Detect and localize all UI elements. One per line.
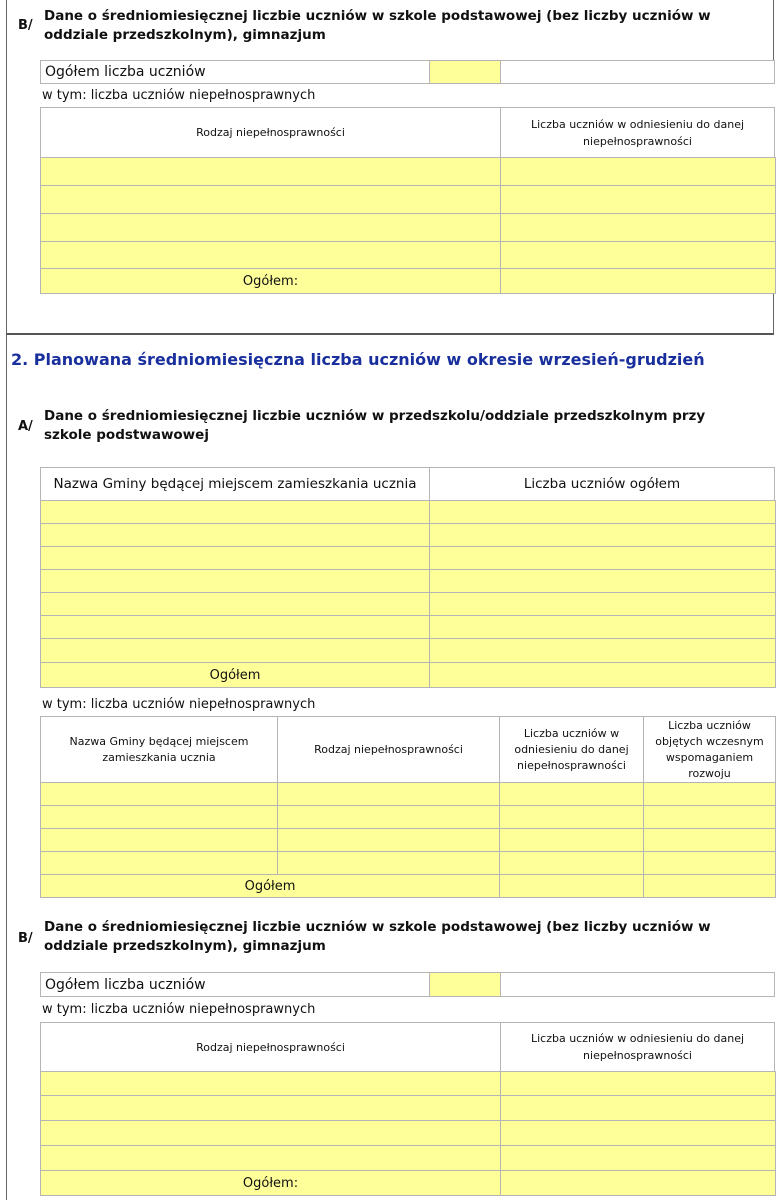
sum-input[interactable] bbox=[430, 663, 776, 688]
section-letter-a: A/ bbox=[18, 419, 33, 434]
sum-label: Ogółem: bbox=[41, 269, 501, 294]
disability-count-input[interactable] bbox=[501, 1072, 776, 1096]
early-support-input[interactable] bbox=[644, 806, 776, 829]
disability-type-input[interactable] bbox=[278, 806, 500, 829]
gmina-input[interactable] bbox=[41, 852, 278, 875]
gmina-input[interactable] bbox=[41, 639, 430, 663]
section-letter-b-top: B/ bbox=[18, 18, 33, 33]
gmina-input[interactable] bbox=[41, 806, 278, 829]
blank-cell bbox=[500, 60, 775, 84]
early-support-input[interactable] bbox=[644, 852, 776, 875]
disability-count-input[interactable] bbox=[500, 852, 644, 875]
col-header-disability-type: Rodzaj niepełnosprawności bbox=[40, 1022, 501, 1072]
gmina-input[interactable] bbox=[41, 593, 430, 616]
disability-count-input[interactable] bbox=[501, 1146, 776, 1171]
disability-type-input[interactable] bbox=[41, 1146, 501, 1171]
disabled-students-label: w tym: liczba uczniów niepełnosprawnych bbox=[40, 83, 775, 108]
sum-early-input[interactable] bbox=[644, 875, 776, 898]
disability-type-input[interactable] bbox=[41, 1072, 501, 1096]
section-title-b-top: Dane o średniomiesięcznej liczbie uczniów w szkole podstawowej (bez liczby uczniów w oddziale przedszkolnym), gimnazjum bbox=[44, 8, 711, 43]
gmina-table bbox=[40, 500, 776, 688]
disabled-students-label: w tym: liczba uczniów niepełnosprawnych bbox=[40, 996, 775, 1023]
section-letter-b: B/ bbox=[18, 931, 33, 946]
total-input[interactable] bbox=[430, 501, 776, 524]
section-title-b: Dane o średniomiesięcznej liczbie uczniów w szkole podstawowej (bez liczby uczniów w oddziale przedszkolnym), gimnazjum bbox=[44, 919, 711, 954]
gmina-input[interactable] bbox=[41, 501, 430, 524]
total-input[interactable] bbox=[430, 639, 776, 663]
total-students-input[interactable] bbox=[429, 972, 501, 997]
disability-type-input[interactable] bbox=[41, 158, 501, 186]
total-input[interactable] bbox=[430, 547, 776, 570]
gmina-input[interactable] bbox=[41, 570, 430, 593]
sum-count-input[interactable] bbox=[500, 875, 644, 898]
blank-cell bbox=[500, 972, 775, 997]
gmina-input[interactable] bbox=[41, 783, 278, 806]
col-header-disability-count: Liczba uczniów w odniesieniu do danej niepełnosprawności bbox=[500, 717, 644, 783]
total-input[interactable] bbox=[430, 524, 776, 547]
disability-gmina-table bbox=[40, 716, 776, 898]
total-input[interactable] bbox=[430, 616, 776, 639]
disability-count-input[interactable] bbox=[500, 806, 644, 829]
early-support-input[interactable] bbox=[644, 829, 776, 852]
disability-type-input[interactable] bbox=[278, 783, 500, 806]
gmina-input[interactable] bbox=[41, 829, 278, 852]
left-border-line bbox=[6, 335, 7, 1200]
col-header-disability-count: Liczba uczniów w odniesieniu do danej niepełnosprawności bbox=[500, 107, 775, 158]
disability-type-input[interactable] bbox=[41, 186, 501, 214]
disability-type-input[interactable] bbox=[278, 852, 500, 875]
gmina-input[interactable] bbox=[41, 616, 430, 639]
col-header-total: Liczba uczniów ogółem bbox=[429, 467, 775, 501]
gmina-input[interactable] bbox=[41, 524, 430, 547]
disability-count-input[interactable] bbox=[501, 1096, 776, 1121]
total-input[interactable] bbox=[430, 570, 776, 593]
col-header-gmina: Nazwa Gminy będącej miejscem zamieszkania ucznia bbox=[40, 467, 430, 501]
total-input[interactable] bbox=[430, 593, 776, 616]
sum-input[interactable] bbox=[501, 1171, 776, 1196]
sum-label: Ogółem bbox=[41, 875, 500, 898]
gmina-input[interactable] bbox=[41, 547, 430, 570]
col-header-disability-count: Liczba uczniów w odniesieniu do danej niepełnosprawności bbox=[500, 1022, 775, 1072]
col-header-gmina: Nazwa Gminy będącej miejscem zamieszkania ucznia bbox=[41, 717, 278, 783]
disability-count-input[interactable] bbox=[500, 829, 644, 852]
section-title-a: Dane o średniomiesięcznej liczbie uczniów w przedszkolu/oddziale przedszkolnym przy szkole podstwawowej bbox=[44, 408, 706, 443]
disability-count-input[interactable] bbox=[501, 186, 776, 214]
disability-type-input[interactable] bbox=[278, 829, 500, 852]
disability-table-top bbox=[40, 157, 776, 294]
disability-count-input[interactable] bbox=[501, 214, 776, 242]
sum-input[interactable] bbox=[501, 269, 776, 294]
disability-type-input[interactable] bbox=[41, 1096, 501, 1121]
total-students-label: Ogółem liczba uczniów bbox=[40, 60, 430, 84]
disability-count-input[interactable] bbox=[500, 783, 644, 806]
disability-table-bottom bbox=[40, 1071, 776, 1196]
disability-type-input[interactable] bbox=[41, 242, 501, 269]
disability-count-input[interactable] bbox=[501, 1121, 776, 1146]
total-students-label: Ogółem liczba uczniów bbox=[40, 972, 430, 997]
col-header-early-support: Liczba uczniów objętych wczesnym wspomaganiem rozwoju bbox=[644, 717, 776, 783]
disability-type-input[interactable] bbox=[41, 1121, 501, 1146]
disability-count-input[interactable] bbox=[501, 158, 776, 186]
section2-heading: 2. Planowana średniomiesięczna liczba uczniów w okresie wrzesień-grudzień bbox=[11, 350, 705, 369]
disability-count-input[interactable] bbox=[501, 242, 776, 269]
col-header-disability-type: Rodzaj niepełnosprawności bbox=[278, 717, 500, 783]
sum-label: Ogółem: bbox=[41, 1171, 501, 1196]
sum-label: Ogółem bbox=[41, 663, 430, 688]
total-students-input[interactable] bbox=[429, 60, 501, 84]
disability-type-input[interactable] bbox=[41, 214, 501, 242]
col-header-disability-type: Rodzaj niepełnosprawności bbox=[40, 107, 501, 158]
early-support-input[interactable] bbox=[644, 783, 776, 806]
disabled-students-label: w tym: liczba uczniów niepełnosprawnych bbox=[40, 692, 775, 717]
